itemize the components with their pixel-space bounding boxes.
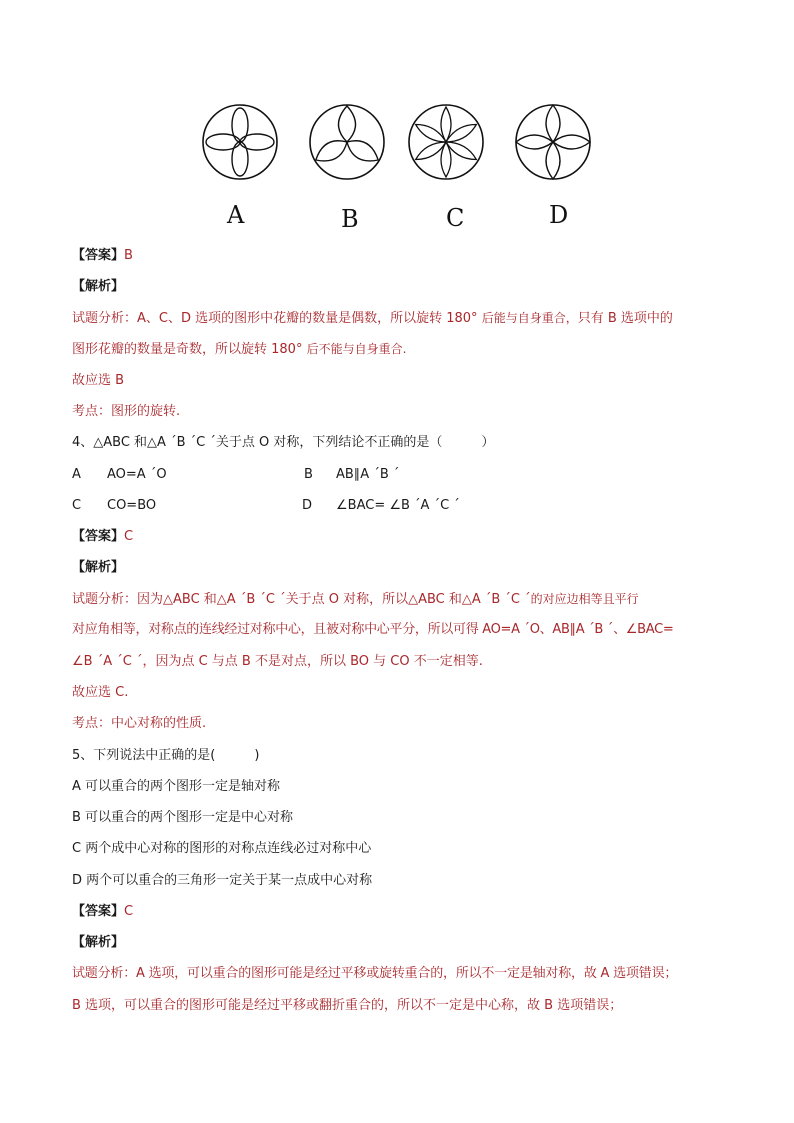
figure-label-c: C bbox=[446, 204, 465, 232]
figure-b-drawing bbox=[308, 103, 386, 181]
q5-answer-tag: 【答案】 bbox=[72, 904, 125, 919]
q4-answer-tag: 【答案】 bbox=[72, 529, 125, 544]
q5-option-c: C 两个成中心对称的图形的对称点连线必过对称中心 bbox=[72, 841, 372, 856]
q5-analysis-line-1: 试题分析：A 选项，可以重合的图形可能是经过平移或旋转重合的，所以不一定是轴对称，故 A 选项错误； bbox=[72, 966, 678, 981]
q3-analysis-l1-c: 只有 B 选项中的 bbox=[577, 311, 673, 326]
q3-kaodian: 考点：图形的旋转. bbox=[72, 404, 181, 419]
q3-analysis-l2-b: 后不能与自身重合. bbox=[306, 342, 407, 356]
q5-option-b: B 可以重合的两个图形一定是中心对称 bbox=[72, 810, 294, 825]
q4-option-d-letter: D bbox=[302, 498, 313, 513]
q4-analysis-l1-b: 的对应边相等且平行 bbox=[530, 592, 639, 606]
figure-label-b: B bbox=[341, 205, 359, 233]
q4-option-a-text: AO=A ˊO bbox=[107, 467, 167, 482]
figure-d-drawing bbox=[514, 103, 592, 181]
q4-analysis-l1-a: 试题分析：因为△ABC 和△A ˊB ˊC ˊ关于点 O 对称，所以△ABC 和△A ˊB ˊC ˊ bbox=[72, 592, 531, 607]
q5-analysis-tag: 【解析】 bbox=[72, 935, 125, 950]
figure-a bbox=[201, 103, 279, 181]
q3-answer-tag: 【答案】 bbox=[72, 248, 125, 263]
q4-answer bbox=[72, 529, 133, 545]
q4-analysis-line-2: 对应角相等，对称点的连线经过对称中心，且被对称中心平分，所以可得 AO=A ˊO、AB∥A ˊB ˊ、∠BAC= bbox=[72, 622, 674, 637]
q4-option-c-letter: C bbox=[72, 498, 82, 513]
figure-label-d: D bbox=[549, 201, 569, 229]
q3-analysis-line-2 bbox=[72, 341, 406, 358]
q3-analysis-line-1 bbox=[72, 310, 673, 327]
q5-analysis-line-2: B 选项，可以重合的图形可能是经过平移或翻折重合的，所以不一定是中心称，故 B 选项错误； bbox=[72, 998, 623, 1013]
q5-answer-value: C bbox=[124, 904, 134, 919]
q3-analysis-l1-a: 试题分析：A、C、D 选项的图形中花瓣的数量是偶数，所以旋转 180° bbox=[72, 311, 478, 326]
q4-option-c-text: CO=BO bbox=[107, 498, 157, 513]
q4-option-d-text: ∠BAC= ∠B ˊA ˊC ˊ bbox=[336, 498, 460, 513]
figure-c-drawing bbox=[407, 103, 485, 181]
q5-option-d: D 两个可以重合的三角形一定关于某一点成中心对称 bbox=[72, 873, 373, 888]
q4-conclusion: 故应选 C. bbox=[72, 685, 129, 700]
q4-analysis-line-3: ∠B ˊA ˊC ˊ，因为点 C 与点 B 不是对点，所以 BO 与 CO 不一定相等. bbox=[72, 654, 483, 669]
q3-analysis-l1-b: 后能与自身重合， bbox=[481, 311, 578, 325]
q4-option-b-text: AB∥A ˊB ˊ bbox=[336, 467, 400, 482]
q5-option-a: A 可以重合的两个图形一定是轴对称 bbox=[72, 779, 281, 794]
q3-answer-value: B bbox=[124, 248, 133, 263]
q5-answer bbox=[72, 904, 133, 920]
q3-analysis-tag: 【解析】 bbox=[72, 279, 125, 294]
figure-row bbox=[0, 0, 794, 240]
q4-kaodian: 考点：中心对称的性质. bbox=[72, 716, 207, 731]
q3-analysis-l2-a: 图形花瓣的数量是奇数，所以旋转 180° bbox=[72, 342, 303, 357]
q3-conclusion: 故应选 B bbox=[72, 373, 125, 388]
q4-option-b-letter: B bbox=[304, 467, 313, 482]
q4-analysis-tag: 【解析】 bbox=[72, 560, 125, 575]
figure-b bbox=[308, 103, 386, 181]
figure-c bbox=[407, 103, 485, 181]
q5-question: 5、下列说法中正确的是( ) bbox=[72, 748, 260, 763]
q3-answer bbox=[72, 248, 133, 264]
q4-analysis-line-1 bbox=[72, 591, 639, 608]
q4-answer-value: C bbox=[124, 529, 134, 544]
figure-label-a: A bbox=[227, 201, 245, 229]
q4-option-a-letter: A bbox=[72, 467, 81, 482]
figure-d bbox=[514, 103, 592, 181]
figure-a-drawing bbox=[201, 103, 279, 181]
q4-question: 4、△ABC 和△A ˊB ˊC ˊ关于点 O 对称，下列结论不正确的是（ ） bbox=[72, 435, 495, 450]
